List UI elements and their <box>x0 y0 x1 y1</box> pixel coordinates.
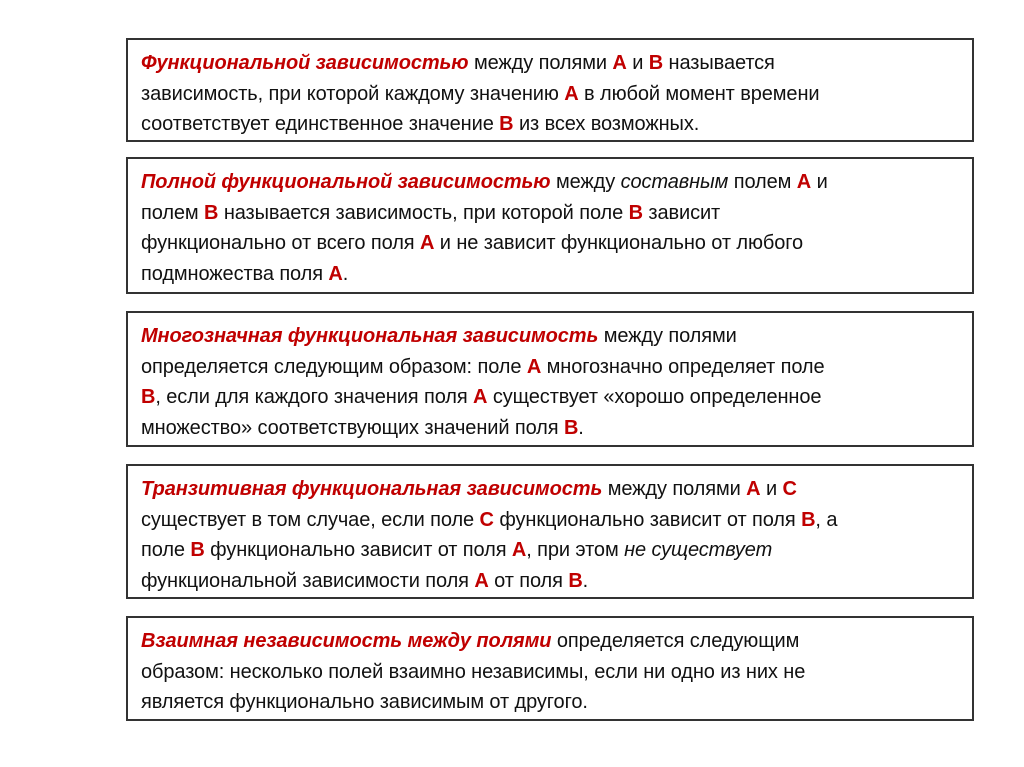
text-line <box>141 413 972 444</box>
field-letter: А <box>612 52 627 74</box>
text-line <box>141 352 972 383</box>
field-letter: А <box>526 355 542 378</box>
field-letter: С <box>479 508 494 531</box>
term: Многозначная функциональная зависимость <box>141 325 599 347</box>
text: между полями <box>602 478 747 500</box>
text: поле <box>141 539 191 561</box>
text-line <box>141 48 972 79</box>
field-letter: А <box>474 569 489 592</box>
field-letter: В <box>568 569 583 592</box>
text: в любой момент времени <box>578 82 820 105</box>
field-letter: В <box>499 113 514 135</box>
text: полем <box>141 201 205 224</box>
functional-dependency-definition-box <box>126 38 974 142</box>
mutual-independence-definition-box <box>126 616 974 721</box>
text: множество» соответствующих значений поля <box>141 416 564 439</box>
text: определяется следующим образом: поле <box>141 355 527 378</box>
term: Полной функциональной зависимостью <box>141 171 551 193</box>
text-line <box>141 109 972 140</box>
text: существует в том случае, если поле <box>141 508 480 531</box>
text: существует «хорошо определенное <box>487 386 822 408</box>
full-functional-dependency-definition-box <box>126 157 974 294</box>
text: между полями <box>598 325 737 347</box>
field-letter: С <box>782 478 797 500</box>
text: функционально от всего поля <box>141 232 420 254</box>
field-letter: В <box>801 508 816 531</box>
text: , если для каждого значения поля <box>155 386 474 408</box>
italic-text: составным <box>620 171 729 193</box>
multivalued-dependency-definition-box <box>126 311 974 447</box>
text-line <box>141 657 972 688</box>
term: Транзитивная функциональная зависимость <box>141 478 603 500</box>
text-line <box>141 198 972 229</box>
text: функционально зависит от поля <box>204 539 512 561</box>
text: является функционально зависимым от другого. <box>141 691 588 713</box>
text: многозначно определяет поле <box>541 355 825 378</box>
field-letter: В <box>190 539 205 561</box>
text: соответствует единственное значение <box>141 113 500 135</box>
text: . <box>582 569 589 592</box>
field-letter: А <box>796 171 812 193</box>
field-letter: А <box>420 232 435 254</box>
term: Функциональной зависимостью <box>141 52 469 74</box>
text: и <box>811 171 828 193</box>
text: функциональной зависимости поля <box>141 569 475 592</box>
text: называется <box>663 52 775 74</box>
text: из всех возможных. <box>513 113 700 135</box>
text: и <box>626 52 649 74</box>
text: подмножества поля <box>141 262 329 285</box>
text: называется зависимость, при которой поле <box>218 201 629 224</box>
text: , а <box>815 508 838 531</box>
field-letter: А <box>473 386 488 408</box>
text: зависит <box>642 201 721 224</box>
field-letter: А <box>564 82 579 105</box>
text-line <box>141 505 972 536</box>
field-letter: В <box>648 52 664 74</box>
text: между полями <box>468 52 613 74</box>
field-letter: В <box>204 201 219 224</box>
text: . <box>578 416 584 439</box>
text-line <box>141 228 972 259</box>
text: полем <box>728 171 797 193</box>
field-letter: В <box>141 386 156 408</box>
text-line <box>141 382 972 413</box>
term: Взаимная независимость между полями <box>141 630 552 652</box>
text-line <box>141 474 972 505</box>
transitive-dependency-definition-box <box>126 464 974 599</box>
text: зависимость, при которой каждому значению <box>141 82 565 105</box>
text: между <box>550 171 621 193</box>
field-letter: А <box>511 539 527 561</box>
text-line <box>141 626 972 657</box>
text-line <box>141 687 972 718</box>
text-line <box>141 566 972 597</box>
text: . <box>342 262 349 285</box>
field-letter: А <box>746 478 761 500</box>
text: , при этом <box>526 539 625 561</box>
field-letter: А <box>328 262 343 285</box>
text-line <box>141 321 972 352</box>
field-letter: В <box>563 416 579 439</box>
text: образом: несколько полей взаимно независимы, если ни одно из них не <box>141 660 806 683</box>
text-line <box>141 79 972 110</box>
text: от поля <box>488 569 569 592</box>
text: определяется следующим <box>551 630 800 652</box>
text: и <box>760 478 783 500</box>
text: и не зависит функционально от любого <box>434 232 804 254</box>
text-line <box>141 167 972 198</box>
italic-text: не существует <box>624 539 773 561</box>
text: функционально зависит от поля <box>493 508 802 531</box>
text-line <box>141 259 972 290</box>
field-letter: В <box>628 201 643 224</box>
text-line <box>141 535 972 566</box>
